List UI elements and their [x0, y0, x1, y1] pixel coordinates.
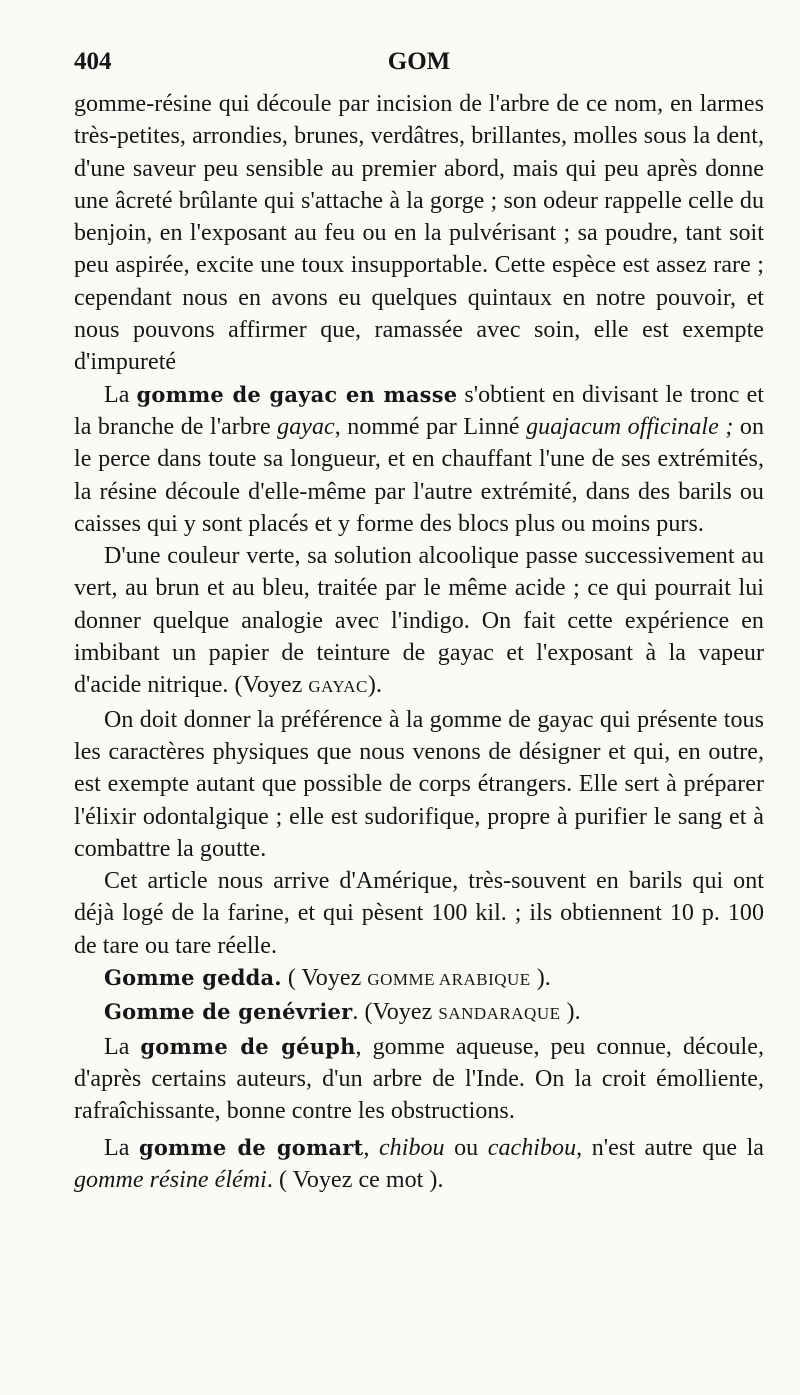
- text-run: , nommé par Linné: [334, 413, 527, 440]
- running-title: GOM: [387, 48, 451, 75]
- text-run: . (Voyez: [352, 999, 439, 1026]
- entry-term: gomme de géuph: [140, 1033, 356, 1059]
- italic-text: gayac: [277, 413, 335, 440]
- cross-reference: GOMME ARABIQUE: [367, 970, 531, 990]
- paragraph: [74, 704, 764, 865]
- paragraph: [74, 379, 764, 540]
- paragraph: [74, 1031, 764, 1128]
- text-run: La: [104, 1033, 141, 1060]
- text-run: D'une couleur verte, sa solution alcoolique passe successivement au vert, au brun et au bleu, traitée par le même acide ; ce qui pourrait lui donner quelque analogie avec l'indigo. On fait cette expérience en imbibant un papier de teinture de gayac et l'exposant à la vapeur d'acide nitrique. (Voyez: [74, 543, 764, 699]
- cross-reference: SANDARAQUE: [438, 1004, 561, 1024]
- text-run: ,: [363, 1134, 379, 1161]
- page-number: 404: [74, 48, 112, 75]
- text-run: ou: [444, 1134, 488, 1161]
- italic-text: cachibou: [487, 1134, 577, 1161]
- text-run: La: [104, 381, 137, 408]
- text-run: , gomme aqueuse, peu connue, découle, d'après certains auteurs, d'un arbre de l'Inde. On la croit émolliente, rafraîchissante, bonne contre les obstructions.: [74, 1033, 764, 1125]
- text-run: ).: [367, 672, 382, 699]
- text-run: Cet article nous arrive d'Amérique, très-souvent en barils qui ont déjà logé de la farine, et qui pèsent 100 kil. ; ils obtiennent 10 p. 100 de tare ou tare réelle.: [74, 868, 764, 959]
- text-run: La: [104, 1134, 139, 1161]
- paragraph: [74, 962, 764, 996]
- paragraph: [74, 865, 764, 962]
- text-run: . ( Voyez ce mot ).: [266, 1166, 444, 1193]
- paragraph: [74, 1132, 764, 1197]
- text-run: ( Voyez: [281, 965, 368, 992]
- italic-text: guajacum officinale ;: [526, 413, 734, 440]
- text-run: ).: [560, 999, 581, 1026]
- text-run: , n'est autre que la: [576, 1134, 764, 1161]
- text-run: s'obtient en divisant le tronc et la branche de l'arbre: [74, 381, 764, 440]
- body-text: [74, 88, 764, 1196]
- italic-text: gomme résine élémi: [74, 1166, 267, 1193]
- entry-term: gomme de gayac en masse: [136, 381, 458, 407]
- entry-term: Gomme gedda.: [104, 965, 282, 991]
- italic-text: chibou: [378, 1134, 445, 1161]
- text-run: gomme-résine qui découle par incision de l'arbre de ce nom, en larmes très-petites, arrondies, brunes, verdâtres, brillantes, molles sous la dent, d'une saveur peu sensible au premier abord, mais qui peu après donne une âcreté brûlante qui s'attache à la gorge ; son odeur rappelle celle du benjoin, en l'exposant au feu ou en la pulvérisant ; sa poudre, tant soit peu aspirée, excite une toux insupportable. Cette espèce est assez rare ; cependant nous en avons eu quelques quintaux en notre pouvoir, et nous pouvons affirmer que, ramassée avec soin, elle est exempte d'impureté: [74, 91, 764, 376]
- cross-reference: GAYAC: [308, 677, 368, 697]
- paragraph: [74, 996, 764, 1030]
- entry-term: Gomme de genévrier: [104, 999, 353, 1025]
- entry-term: gomme de gomart: [138, 1134, 364, 1160]
- text-run: On doit donner la préférence à la gomme de gayac qui présente tous les caractères physiques que nous venons de désigner et qui, en outre, est exempte autant que possible de corps étrangers. Elle sert à préparer l'élixir odontalgique ; elle est sudorifique, propre à purifier le sang et à combattre la goutte.: [74, 706, 764, 862]
- page-header: [74, 48, 764, 88]
- text-run: on le perce dans toute sa longueur, et en chauffant l'une de ses extrémités, la résine découle d'elle-même par l'autre extrémité, dans des barils ou caisses qui y sont placés et y forme des blocs plus ou moins purs.: [74, 413, 765, 537]
- book-page: [74, 48, 764, 1196]
- paragraph: [74, 88, 764, 379]
- paragraph: [74, 540, 764, 703]
- text-run: ).: [530, 965, 551, 992]
